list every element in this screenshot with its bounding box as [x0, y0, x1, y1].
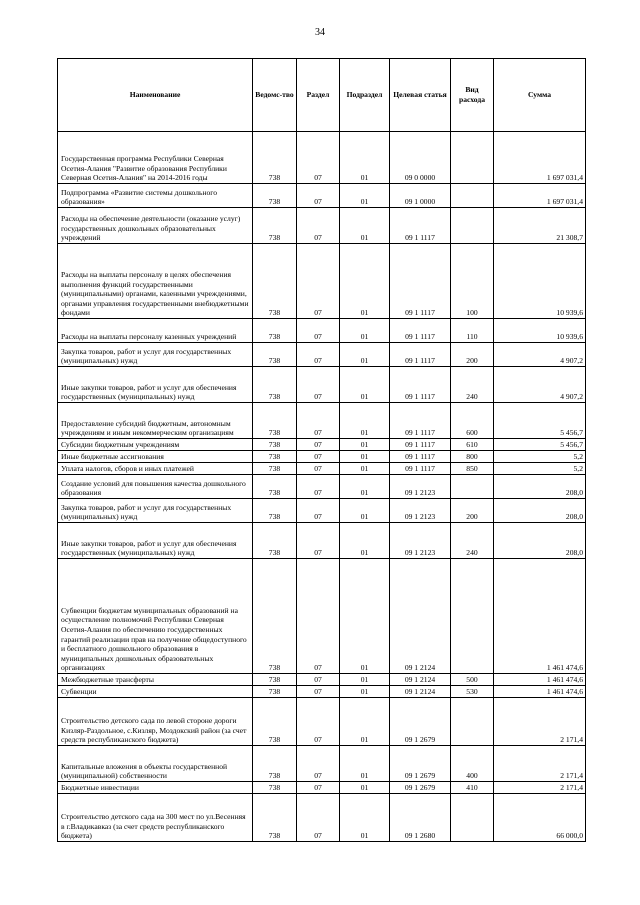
row-name-cell: Иные бюджетные ассигнования [58, 451, 253, 463]
row-target-article-cell: 09 1 2679 [390, 698, 451, 746]
row-amount-cell: 208,0 [494, 475, 586, 499]
row-section-cell: 07 [297, 475, 340, 499]
row-amount-cell: 5,2 [494, 463, 586, 475]
row-expense-type-cell: 800 [451, 451, 494, 463]
row-section-cell: 07 [297, 499, 340, 523]
row-subsection-cell: 01 [340, 439, 390, 451]
row-name-cell: Закупка товаров, работ и услуг для государственных (муниципальных) нужд [58, 343, 253, 367]
row-expense-type-cell: 400 [451, 746, 494, 782]
table-row [58, 794, 586, 842]
row-amount-cell: 1 461 474,6 [494, 686, 586, 698]
row-expense-type-cell: 100 [451, 244, 494, 319]
row-target-article-cell: 09 1 2124 [390, 674, 451, 686]
row-subsection-cell: 01 [340, 319, 390, 343]
row-expense-type-cell [451, 794, 494, 842]
row-department-cell: 738 [253, 746, 297, 782]
row-expense-type-cell [451, 132, 494, 184]
table-row [58, 208, 586, 244]
row-subsection-cell: 01 [340, 367, 390, 403]
row-section-cell: 07 [297, 451, 340, 463]
row-amount-cell: 1 461 474,6 [494, 559, 586, 674]
header-expense-type: Вид расхода [451, 59, 494, 132]
row-section-cell: 07 [297, 746, 340, 782]
row-name-cell: Расходы на обеспечение деятельности (оказание услуг) государственных дошкольных образовательных учреждений [58, 208, 253, 244]
row-section-cell: 07 [297, 319, 340, 343]
row-target-article-cell: 09 1 2123 [390, 499, 451, 523]
header-subsection: Подраздел [340, 59, 390, 132]
row-target-article-cell: 09 1 2123 [390, 475, 451, 499]
row-expense-type-cell [451, 184, 494, 208]
row-subsection-cell: 01 [340, 686, 390, 698]
table-header [58, 59, 586, 132]
row-subsection-cell: 01 [340, 523, 390, 559]
row-department-cell: 738 [253, 475, 297, 499]
row-section-cell: 07 [297, 463, 340, 475]
row-department-cell: 738 [253, 439, 297, 451]
row-section-cell: 07 [297, 244, 340, 319]
header-name: Наименование [58, 59, 253, 132]
row-target-article-cell: 09 1 1117 [390, 463, 451, 475]
table-row [58, 343, 586, 367]
table-row [58, 132, 586, 184]
budget-table [57, 58, 586, 842]
row-name-cell: Расходы на выплаты персоналу казенных учреждений [58, 319, 253, 343]
table-row [58, 559, 586, 674]
row-target-article-cell: 09 1 2124 [390, 559, 451, 674]
row-section-cell: 07 [297, 132, 340, 184]
table-row [58, 184, 586, 208]
table-row [58, 698, 586, 746]
row-expense-type-cell: 500 [451, 674, 494, 686]
table-row [58, 782, 586, 794]
row-subsection-cell: 01 [340, 674, 390, 686]
table-row [58, 439, 586, 451]
row-subsection-cell: 01 [340, 184, 390, 208]
row-section-cell: 07 [297, 343, 340, 367]
row-expense-type-cell [451, 559, 494, 674]
row-amount-cell: 10 939,6 [494, 319, 586, 343]
row-section-cell: 07 [297, 367, 340, 403]
table-row [58, 319, 586, 343]
row-subsection-cell: 01 [340, 746, 390, 782]
row-department-cell: 738 [253, 794, 297, 842]
row-target-article-cell: 09 1 1117 [390, 319, 451, 343]
header-amount: Сумма [494, 59, 586, 132]
row-amount-cell: 1 697 031,4 [494, 184, 586, 208]
row-amount-cell: 2 171,4 [494, 746, 586, 782]
table-row [58, 674, 586, 686]
table-row [58, 499, 586, 523]
row-amount-cell: 1 461 474,6 [494, 674, 586, 686]
table-row [58, 523, 586, 559]
row-department-cell: 738 [253, 782, 297, 794]
row-name-cell: Расходы на выплаты персоналу в целях обеспечения выполнения функций государственными (муниципальными) органами, казенными учреждениями, органами управления государственными внебюджетными фондами [58, 244, 253, 319]
row-name-cell: Государственная программа Республики Северная Осетия-Алания "Развитие образования Республики Северная Осетия-Алания" на 2014-2016 годы [58, 132, 253, 184]
row-amount-cell: 5,2 [494, 451, 586, 463]
row-expense-type-cell: 200 [451, 343, 494, 367]
row-name-cell: Предоставление субсидий бюджетным, автономным учреждениям и иным некоммерческим организациям [58, 403, 253, 439]
row-subsection-cell: 01 [340, 559, 390, 674]
row-amount-cell: 208,0 [494, 499, 586, 523]
row-amount-cell: 4 907,2 [494, 343, 586, 367]
row-target-article-cell: 09 1 2679 [390, 746, 451, 782]
row-target-article-cell: 09 1 2680 [390, 794, 451, 842]
row-subsection-cell: 01 [340, 244, 390, 319]
row-amount-cell: 1 697 031,4 [494, 132, 586, 184]
row-section-cell: 07 [297, 208, 340, 244]
header-section: Раздел [297, 59, 340, 132]
row-name-cell: Бюджетные инвестиции [58, 782, 253, 794]
row-name-cell: Создание условий для повышения качества дошкольного образования [58, 475, 253, 499]
row-section-cell: 07 [297, 794, 340, 842]
row-expense-type-cell: 410 [451, 782, 494, 794]
row-target-article-cell: 09 0 0000 [390, 132, 451, 184]
page-number: 34 [315, 27, 325, 38]
row-department-cell: 738 [253, 559, 297, 674]
row-department-cell: 738 [253, 319, 297, 343]
row-department-cell: 738 [253, 523, 297, 559]
table-row [58, 463, 586, 475]
row-section-cell: 07 [297, 559, 340, 674]
row-expense-type-cell: 530 [451, 686, 494, 698]
row-name-cell: Строительство детского сада по левой стороне дороги Кизляр-Раздольное, с.Кизляр, Моздокский район (за счет средств республиканского бюджета) [58, 698, 253, 746]
row-section-cell: 07 [297, 403, 340, 439]
row-name-cell: Капитальные вложения в объекты государственной (муниципальной) собственности [58, 746, 253, 782]
row-target-article-cell: 09 1 1117 [390, 403, 451, 439]
row-section-cell: 07 [297, 439, 340, 451]
row-department-cell: 738 [253, 451, 297, 463]
row-target-article-cell: 09 1 2679 [390, 782, 451, 794]
row-department-cell: 738 [253, 686, 297, 698]
row-target-article-cell: 09 1 0000 [390, 184, 451, 208]
row-expense-type-cell [451, 475, 494, 499]
row-section-cell: 07 [297, 698, 340, 746]
row-department-cell: 738 [253, 367, 297, 403]
row-amount-cell: 2 171,4 [494, 782, 586, 794]
row-department-cell: 738 [253, 244, 297, 319]
row-amount-cell: 5 456,7 [494, 439, 586, 451]
row-target-article-cell: 09 1 1117 [390, 244, 451, 319]
row-department-cell: 738 [253, 208, 297, 244]
row-amount-cell: 2 171,4 [494, 698, 586, 746]
row-subsection-cell: 01 [340, 499, 390, 523]
row-name-cell: Строительство детского сада на 300 мест по ул.Весенняя в г.Владикавказ (за счет средств республиканского бюджета) [58, 794, 253, 842]
row-department-cell: 738 [253, 403, 297, 439]
row-target-article-cell: 09 1 1117 [390, 367, 451, 403]
row-department-cell: 738 [253, 499, 297, 523]
row-expense-type-cell: 110 [451, 319, 494, 343]
row-department-cell: 738 [253, 132, 297, 184]
header-department: Ведомс-тво [253, 59, 297, 132]
row-name-cell: Уплата налогов, сборов и иных платежей [58, 463, 253, 475]
header-target-article: Целевая статья [390, 59, 451, 132]
row-subsection-cell: 01 [340, 794, 390, 842]
row-department-cell: 738 [253, 698, 297, 746]
row-expense-type-cell: 240 [451, 367, 494, 403]
row-expense-type-cell [451, 208, 494, 244]
row-section-cell: 07 [297, 523, 340, 559]
row-section-cell: 07 [297, 782, 340, 794]
row-target-article-cell: 09 1 2124 [390, 686, 451, 698]
row-target-article-cell: 09 1 1117 [390, 439, 451, 451]
row-target-article-cell: 09 1 1117 [390, 343, 451, 367]
row-subsection-cell: 01 [340, 451, 390, 463]
row-department-cell: 738 [253, 343, 297, 367]
row-subsection-cell: 01 [340, 698, 390, 746]
row-name-cell: Подпрограмма «Развитие системы дошкольного образования» [58, 184, 253, 208]
row-amount-cell: 21 308,7 [494, 208, 586, 244]
table-row [58, 475, 586, 499]
row-expense-type-cell [451, 698, 494, 746]
row-expense-type-cell: 600 [451, 403, 494, 439]
row-target-article-cell: 09 1 1117 [390, 208, 451, 244]
table-row [58, 451, 586, 463]
row-department-cell: 738 [253, 184, 297, 208]
row-amount-cell: 5 456,7 [494, 403, 586, 439]
row-expense-type-cell: 200 [451, 499, 494, 523]
row-expense-type-cell: 240 [451, 523, 494, 559]
table-row [58, 244, 586, 319]
row-subsection-cell: 01 [340, 132, 390, 184]
table-row [58, 367, 586, 403]
row-section-cell: 07 [297, 686, 340, 698]
row-name-cell: Субвенции [58, 686, 253, 698]
row-amount-cell: 66 000,0 [494, 794, 586, 842]
row-section-cell: 07 [297, 674, 340, 686]
row-section-cell: 07 [297, 184, 340, 208]
row-name-cell: Межбюджетные трансферты [58, 674, 253, 686]
row-name-cell: Субвенции бюджетам муниципальных образований на осуществление полномочий Республики Северная Осетия-Алания по обеспечению государственных гарантий реализации прав на получение общедоступного и бесплатного дошкольного образования в муниципальных дошкольных образовательных организациях [58, 559, 253, 674]
table-body [58, 132, 586, 842]
row-subsection-cell: 01 [340, 782, 390, 794]
row-target-article-cell: 09 1 2123 [390, 523, 451, 559]
row-amount-cell: 4 907,2 [494, 367, 586, 403]
row-department-cell: 738 [253, 463, 297, 475]
row-expense-type-cell: 850 [451, 463, 494, 475]
row-subsection-cell: 01 [340, 475, 390, 499]
table-row [58, 686, 586, 698]
row-expense-type-cell: 610 [451, 439, 494, 451]
table-row [58, 746, 586, 782]
row-name-cell: Закупка товаров, работ и услуг для государственных (муниципальных) нужд [58, 499, 253, 523]
row-amount-cell: 10 939,6 [494, 244, 586, 319]
row-subsection-cell: 01 [340, 463, 390, 475]
table-row [58, 403, 586, 439]
row-subsection-cell: 01 [340, 343, 390, 367]
row-target-article-cell: 09 1 1117 [390, 451, 451, 463]
row-name-cell: Иные закупки товаров, работ и услуг для обеспечения государственных (муниципальных) нужд [58, 523, 253, 559]
row-subsection-cell: 01 [340, 403, 390, 439]
row-subsection-cell: 01 [340, 208, 390, 244]
row-name-cell: Субсидии бюджетным учреждениям [58, 439, 253, 451]
row-department-cell: 738 [253, 674, 297, 686]
row-name-cell: Иные закупки товаров, работ и услуг для обеспечения государственных (муниципальных) нужд [58, 367, 253, 403]
row-amount-cell: 208,0 [494, 523, 586, 559]
